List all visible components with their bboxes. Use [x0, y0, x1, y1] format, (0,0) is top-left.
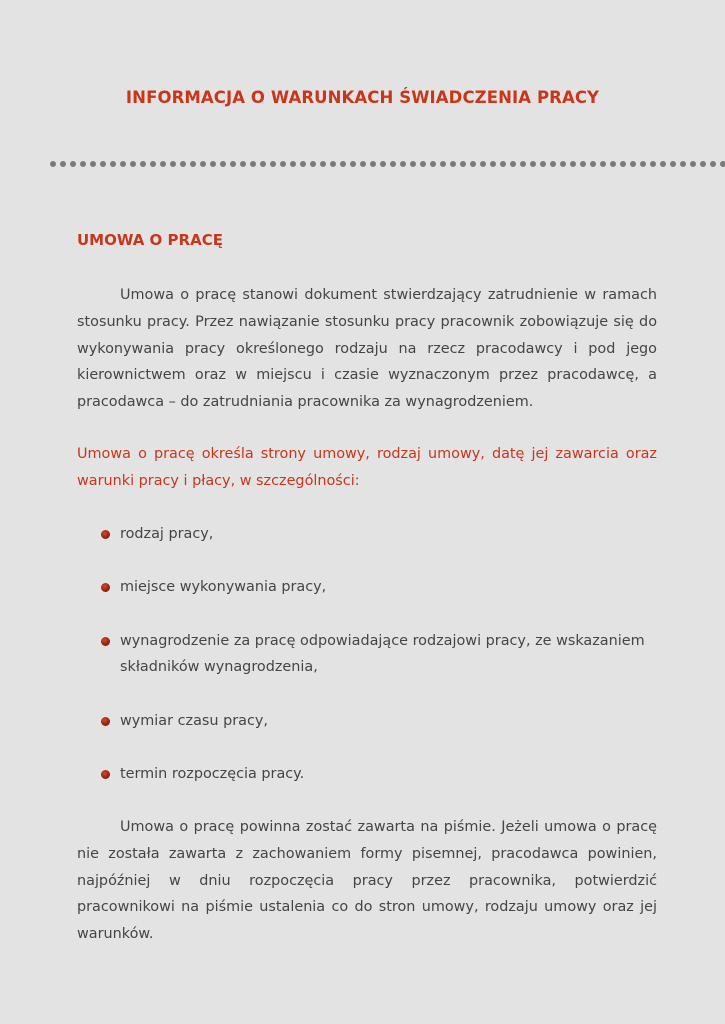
dotted-divider	[50, 159, 725, 169]
divider-dot	[180, 161, 186, 167]
divider-dot	[590, 161, 596, 167]
divider-dot	[250, 161, 256, 167]
divider-dot	[290, 161, 296, 167]
divider-dot	[280, 161, 286, 167]
divider-dot	[630, 161, 636, 167]
divider-dot	[300, 161, 306, 167]
bullet-icon	[101, 530, 110, 539]
divider-dot	[640, 161, 646, 167]
divider-dot	[210, 161, 216, 167]
paragraph-written-form: Umowa o pracę powinna zostać zawarta na piśmie. Jeżeli umowa o pracę nie została zawarta z zachowaniem formy pisemnej, pracodawca powinien, najpóźniej w dniu rozpoczęcia pracy przez pracownika, potwierdzić pracownikowi na piśmie ustalenia co do stron umowy, rodzaju umowy oraz jej warunków.	[77, 819, 657, 943]
divider-dot	[130, 161, 136, 167]
paragraph-contract-terms: Umowa o pracę określa strony umowy, rodzaj umowy, datę jej zawarcia oraz warunki pracy i płacy, w szczególności:	[77, 446, 657, 489]
divider-dot	[450, 161, 456, 167]
divider-dot	[160, 161, 166, 167]
divider-dot	[260, 161, 266, 167]
divider-dot	[340, 161, 346, 167]
divider-dot	[330, 161, 336, 167]
list-item-text: termin rozpoczęcia pracy.	[120, 765, 305, 782]
list-item-text: miejsce wykonywania pracy,	[120, 579, 327, 596]
divider-dot	[650, 161, 656, 167]
bullet-icon	[101, 770, 110, 779]
divider-dot	[410, 161, 416, 167]
divider-dot	[310, 161, 316, 167]
divider-dot	[510, 161, 516, 167]
divider-dot	[540, 161, 546, 167]
divider-dot	[660, 161, 666, 167]
divider-dot	[70, 161, 76, 167]
divider-dot	[440, 161, 446, 167]
list-item	[77, 574, 657, 601]
list-item-text: rodzaj pracy,	[120, 526, 214, 542]
divider-dot	[100, 161, 106, 167]
divider-dot	[200, 161, 206, 167]
divider-dot	[140, 161, 146, 167]
divider-dot	[460, 161, 466, 167]
bullet-icon	[101, 583, 110, 592]
bullet-icon	[101, 637, 110, 646]
divider-dot	[320, 161, 326, 167]
divider-dot	[430, 161, 436, 167]
divider-dot	[480, 161, 486, 167]
divider-dot	[270, 161, 276, 167]
divider-dot	[110, 161, 116, 167]
divider-dot	[700, 161, 706, 167]
list-item	[77, 521, 657, 548]
divider-dot	[600, 161, 606, 167]
divider-dot	[120, 161, 126, 167]
divider-dot	[360, 161, 366, 167]
divider-dot	[680, 161, 686, 167]
divider-dot	[50, 161, 56, 167]
divider-dot	[570, 161, 576, 167]
divider-dot	[610, 161, 616, 167]
divider-dot	[90, 161, 96, 167]
divider-dot	[710, 161, 716, 167]
divider-dot	[150, 161, 156, 167]
divider-dot	[500, 161, 506, 167]
document-title: INFORMACJA O WARUNKACH ŚWIADCZENIA PRACY	[125, 88, 600, 107]
divider-dot	[670, 161, 676, 167]
divider-dot	[400, 161, 406, 167]
divider-dot	[580, 161, 586, 167]
divider-dot	[560, 161, 566, 167]
divider-dot	[420, 161, 426, 167]
divider-dot	[80, 161, 86, 167]
section-heading: UMOWA O PRACĘ	[77, 231, 223, 249]
divider-dot	[350, 161, 356, 167]
divider-dot	[470, 161, 476, 167]
list-item	[77, 628, 657, 682]
divider-dot	[490, 161, 496, 167]
list-item	[77, 708, 657, 735]
divider-dot	[60, 161, 66, 167]
list-item-text: wynagrodzenie za pracę odpowiadające rodzajowi pracy, ze wskazaniem składników wynagrodzenia,	[120, 632, 645, 676]
divider-dot	[550, 161, 556, 167]
divider-dot	[240, 161, 246, 167]
divider-dot	[380, 161, 386, 167]
divider-dot	[390, 161, 396, 167]
terms-list	[77, 521, 657, 814]
paragraph-definition: Umowa o pracę stanowi dokument stwierdzający zatrudnienie w ramach stosunku pracy. Przez nawiązanie stosunku pracy pracownik zobowiązuje się do wykonywania pracy określonego rodzaju na rzecz pracodawcy i pod jego kierownictwem oraz w miejscu i czasie wyznaczonym przez pracodawcę, a pracodawca – do zatrudniania pracownika za wynagrodzeniem.	[77, 287, 657, 411]
divider-dot	[690, 161, 696, 167]
divider-dot	[720, 161, 725, 167]
divider-dot	[220, 161, 226, 167]
divider-dot	[230, 161, 236, 167]
divider-dot	[520, 161, 526, 167]
list-item	[77, 761, 657, 788]
divider-dot	[190, 161, 196, 167]
bullet-icon	[101, 717, 110, 726]
divider-dot	[530, 161, 536, 167]
divider-dot	[170, 161, 176, 167]
divider-dot	[620, 161, 626, 167]
divider-dot	[370, 161, 376, 167]
list-item-text: wymiar czasu pracy,	[120, 712, 268, 729]
